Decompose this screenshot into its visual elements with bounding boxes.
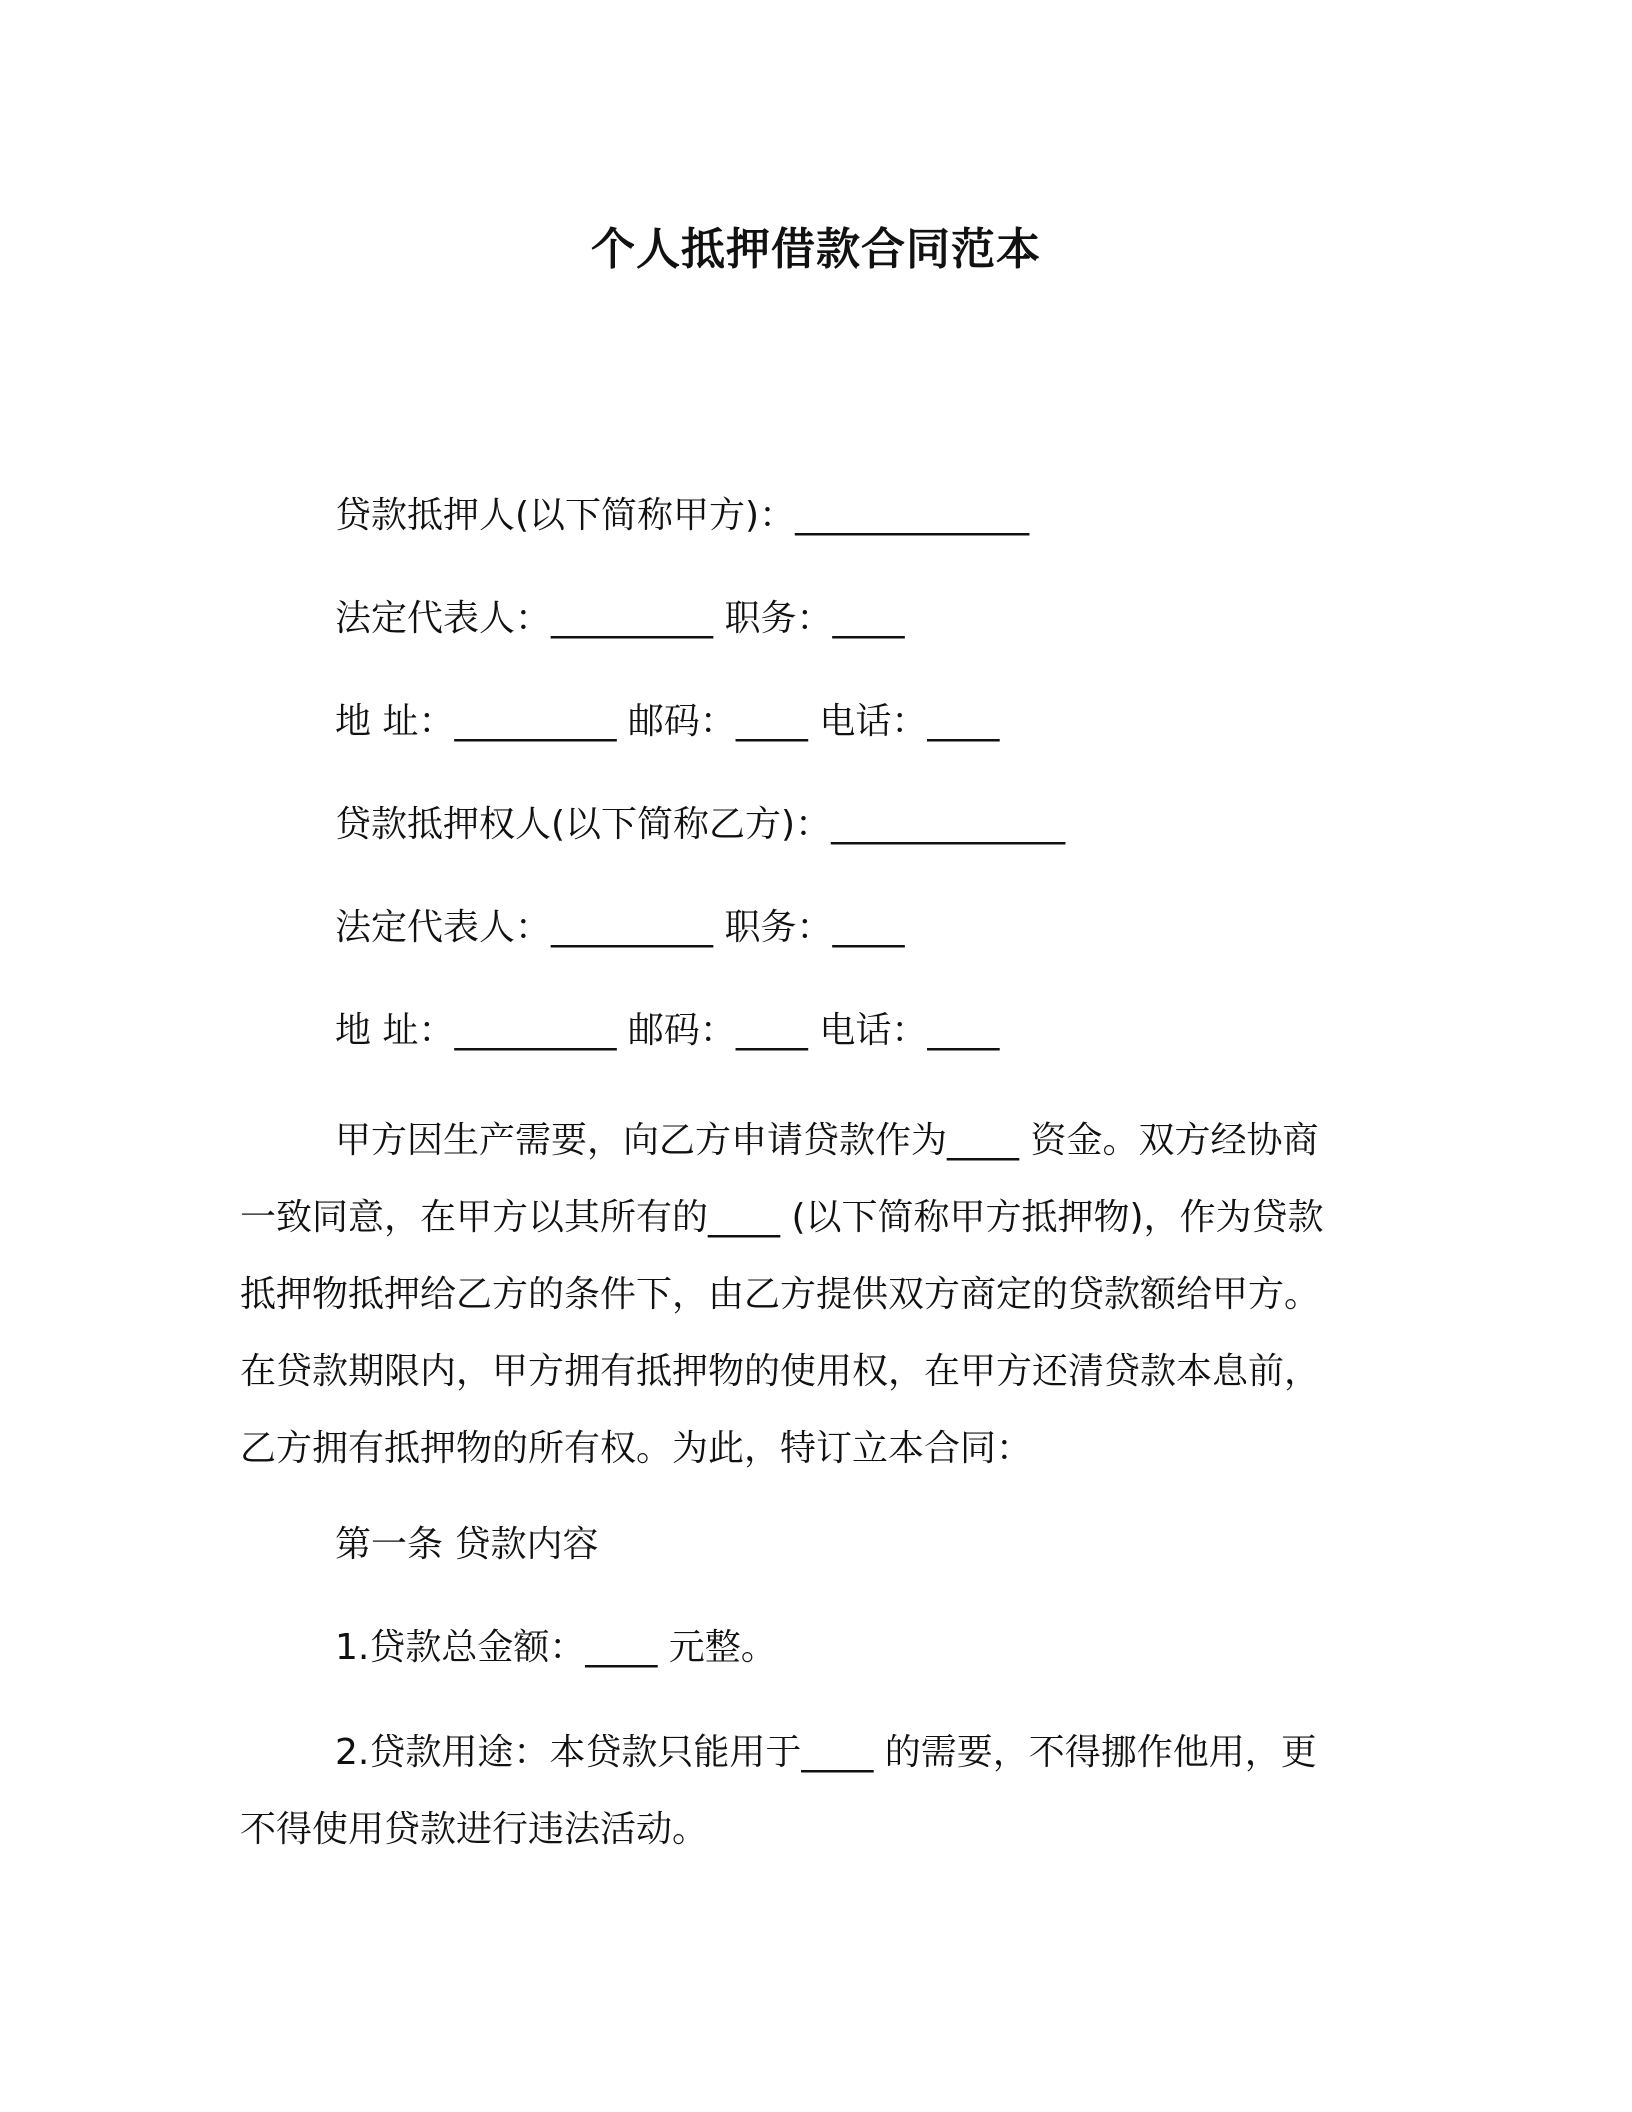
preamble-paragraph — [240, 1102, 1360, 1487]
article-1-item-2 — [240, 1714, 1360, 1868]
party-a-representative-line: 法定代表人：_________ 职务：____ — [335, 598, 905, 639]
article-1-item-2-line: 不得使用贷款进行违法活动。 — [240, 1809, 709, 1850]
preamble-line: 在贷款期限内，甲方拥有抵押物的使用权，在甲方还清贷款本息前， — [240, 1351, 1321, 1392]
document-title: 个人抵押借款合同范本 — [591, 224, 1041, 275]
preamble-line: 一致同意，在甲方以其所有的____ (以下简称甲方抵押物)，作为贷款 — [240, 1197, 1324, 1238]
party-b-representative-line: 法定代表人：_________ 职务：____ — [335, 907, 905, 948]
article-1-item-2-line: 2.贷款用途：本贷款只能用于____ 的需要，不得挪作他用，更 — [335, 1732, 1317, 1773]
party-b-name-line: 贷款抵押权人(以下简称乙方)：_____________ — [335, 804, 1066, 845]
preamble-line: 抵押物抵押给乙方的条件下，由乙方提供双方商定的贷款额给甲方。 — [240, 1274, 1321, 1315]
article-1-heading: 第一条 贷款内容 — [335, 1524, 599, 1565]
party-a-address-line: 地 址：_________ 邮码：____ 电话：____ — [335, 701, 1000, 742]
party-b-address-line: 地 址：_________ 邮码：____ 电话：____ — [335, 1010, 1000, 1051]
preamble-line: 甲方因生产需要，向乙方申请贷款作为____ 资金。双方经协商 — [335, 1120, 1319, 1161]
article-1-item-1: 1.贷款总金额：____ 元整。 — [335, 1627, 777, 1668]
preamble-line: 乙方拥有抵押物的所有权。为此，特订立本合同： — [240, 1428, 1033, 1469]
party-a-name-line: 贷款抵押人(以下简称甲方)：_____________ — [335, 495, 1030, 536]
